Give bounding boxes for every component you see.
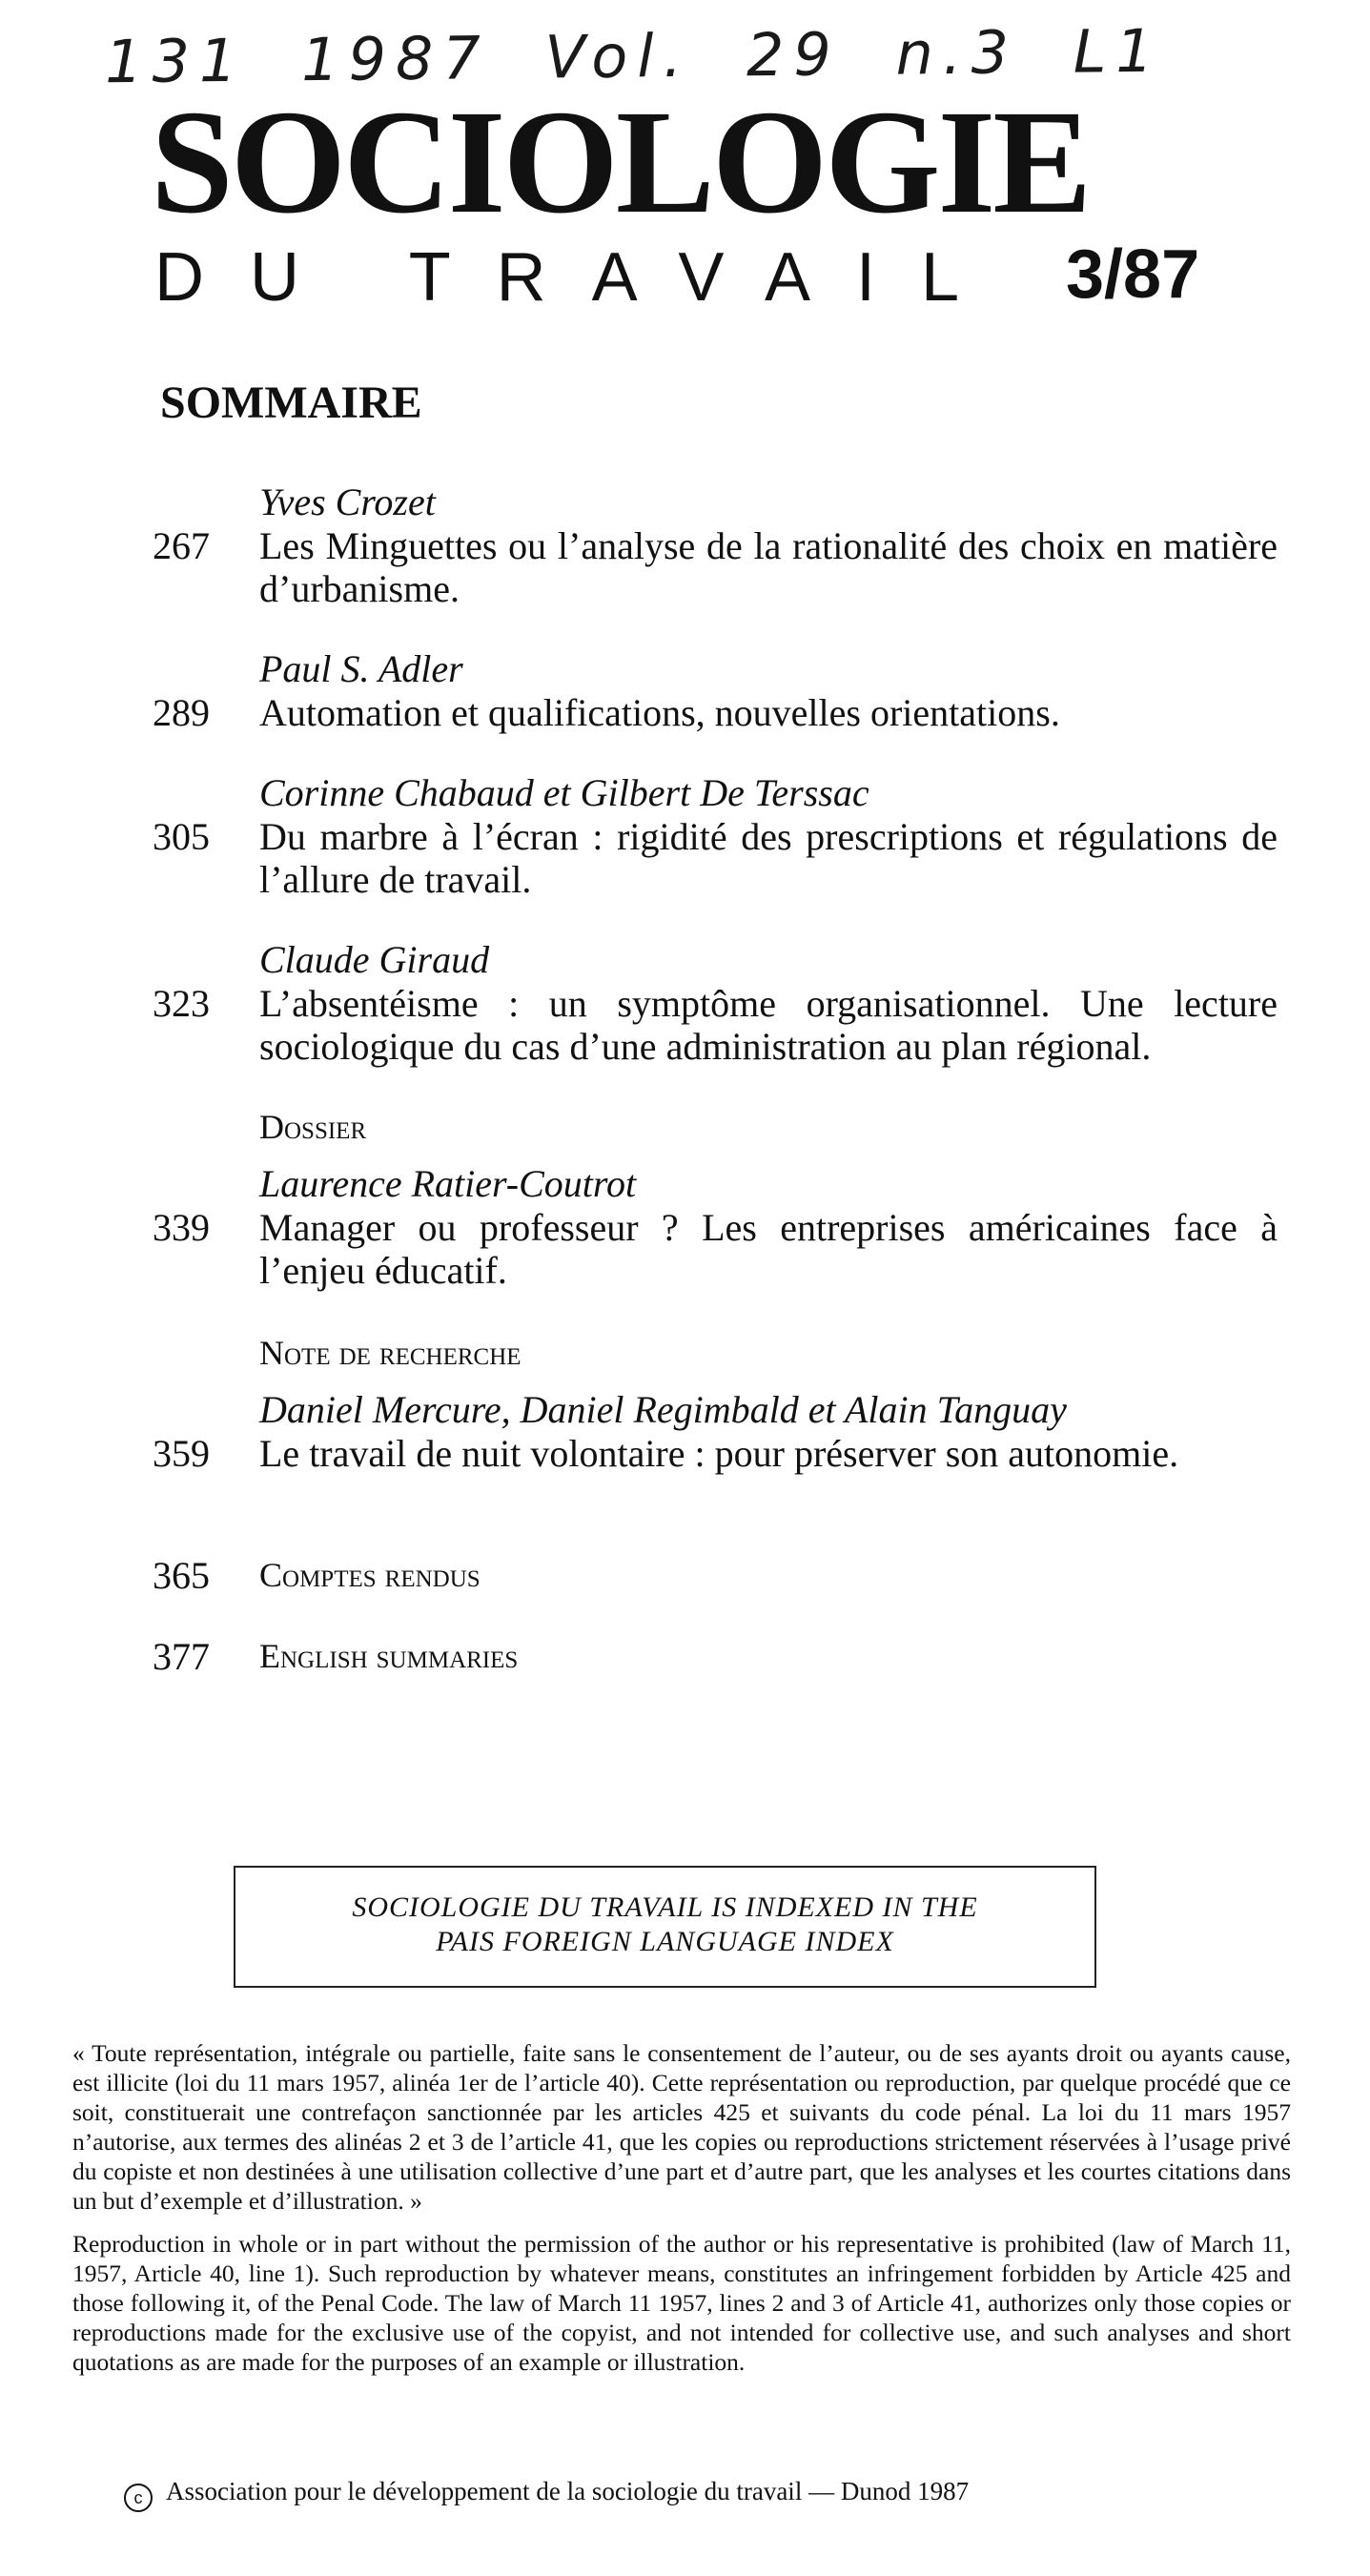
entry-page: 359 — [153, 1432, 210, 1475]
journal-title: SOCIOLOGIE — [151, 79, 1090, 244]
section-label: Comptes rendus — [259, 1556, 481, 1594]
entry-author: Laurence Ratier-Coutrot — [259, 1162, 637, 1205]
entry-author: Yves Crozet — [259, 480, 436, 523]
legal-notice-french: « Toute représentation, intégrale ou partielle, faite sans le consentement de l’auteur, ou de ses ayants droit ou ayants cause, est illicite (loi du 11 mars 1957, alinéa 1er de l’article 40). Cette représentation ou reproduction, par quelque procédé que ce soit, constituerait une contrefaçon sanctionnée par les articles 425 et suivants du code pénal. La loi du 11 mars 1957 n’autorise, aux termes des alinéas 2 et 3 de l’article 41, que les copies ou reproductions strictement réservées à l’usage privé du copiste et non destinées à une utilisation collective d’une part et d’autre part, que les analyses et les courtes citations dans un but d’exemple et d’illustration. » — [72, 2039, 1291, 2215]
journal-subtitle: DU TRAVAIL — [154, 239, 1006, 316]
entry-author: Claude Giraud — [259, 938, 490, 981]
entry-page: 305 — [153, 815, 210, 858]
entry-page: 377 — [153, 1635, 210, 1678]
index-notice-line: PAIS FOREIGN LANGUAGE INDEX — [436, 1926, 894, 1957]
entry-page: 267 — [153, 524, 210, 567]
section-label: Note de recherche — [259, 1334, 521, 1372]
entry-title: Manager ou professeur ? Les entreprises américaines face à l’enjeu éducatif. — [259, 1206, 1278, 1292]
entry-title: Les Minguettes ou l’analyse de la rationalité des choix en matière d’urbanisme. — [259, 524, 1278, 610]
section-label: Dossier — [259, 1108, 367, 1146]
entry-title: Le travail de nuit volontaire : pour préserver son autonomie. — [259, 1432, 1179, 1475]
section-label: English summaries — [259, 1637, 519, 1675]
legal-notice-english: Reproduction in whole or in part without the permission of the author or his representative is prohibited (law of March 11, 1957, Article 40, line 1). Such reproduction by whatever means, constitutes an infringement forbidden by Article 425 and those following it, of the Penal Code. The law of March 11 1957, lines 2 and 3 of Article 41, authorizes only those copies or reproductions made for the exclusive use of the copyist, and not intended for collective use, and such analyses and short quotations as are made for the purposes of an example or illustration. — [72, 2230, 1291, 2376]
entry-page: 323 — [153, 982, 210, 1025]
copyright-text: Association pour le développement de la sociologie du travail — Dunod 1987 — [166, 2477, 970, 2505]
contents-heading: SOMMAIRE — [160, 378, 422, 428]
entry-author: Corinne Chabaud et Gilbert De Terssac — [259, 771, 869, 814]
entry-page: 289 — [153, 691, 210, 734]
index-notice-box — [234, 1866, 1096, 1988]
entry-page: 339 — [153, 1206, 210, 1249]
copyright-icon: c — [124, 2484, 153, 2512]
index-notice-line: SOCIOLOGIE DU TRAVAIL IS INDEXED IN THE — [352, 1891, 978, 1923]
entry-title: Du marbre à l’écran : rigidité des prescriptions et régulations de l’allure de travail. — [259, 815, 1278, 901]
entry-title: L’absentéisme : un symptôme organisationnel. Une lecture sociologique du cas d’une administration au plan régional. — [259, 982, 1278, 1068]
entry-title: Automation et qualifications, nouvelles orientations. — [259, 691, 1060, 734]
entry-author: Paul S. Adler — [259, 647, 463, 690]
copyright-line — [124, 2477, 969, 2512]
handwritten-catalog-note: 131 1987 Vol. 29 n.3 L1 — [104, 15, 1163, 97]
issue-number: 3/87 — [1066, 236, 1200, 313]
entry-author: Daniel Mercure, Daniel Regimbald et Alain Tanguay — [259, 1388, 1067, 1431]
entry-page: 365 — [153, 1554, 210, 1597]
